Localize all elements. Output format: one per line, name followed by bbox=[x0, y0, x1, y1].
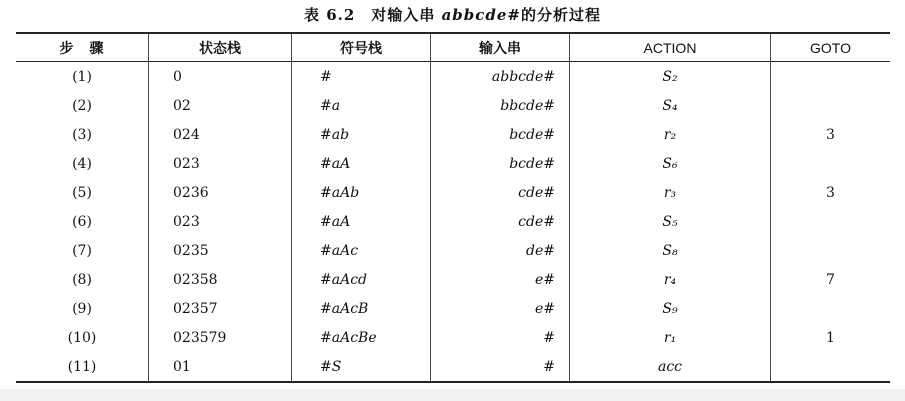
cell-action: S₆ bbox=[570, 149, 771, 178]
cell-state-stack: 023 bbox=[149, 149, 292, 178]
cell-step: (7) bbox=[72, 242, 92, 259]
cell-state-stack: 0 bbox=[149, 62, 292, 92]
cell-step: (2) bbox=[72, 97, 92, 114]
cell-symbol-stack: #aA bbox=[292, 207, 431, 236]
cell-goto bbox=[771, 352, 891, 382]
header-state-stack: 状态栈 bbox=[149, 33, 292, 62]
cell-state-stack: 02357 bbox=[149, 294, 292, 323]
cell-symbol-stack: #aAcBe bbox=[292, 323, 431, 352]
cell-step: (1) bbox=[72, 68, 92, 85]
cell-step: (10) bbox=[67, 329, 97, 346]
table-row bbox=[16, 352, 890, 382]
cell-input-string: bcde# bbox=[431, 149, 570, 178]
cell-symbol-stack: #a bbox=[292, 91, 431, 120]
cell-action: r₃ bbox=[570, 178, 771, 207]
cell-action: S₅ bbox=[570, 207, 771, 236]
cell-goto: 3 bbox=[771, 120, 891, 149]
cell-goto: 1 bbox=[771, 323, 891, 352]
cell-state-stack: 0236 bbox=[149, 178, 292, 207]
cell-goto bbox=[771, 149, 891, 178]
table-row bbox=[16, 265, 890, 294]
cell-state-stack: 024 bbox=[149, 120, 292, 149]
cell-step: (6) bbox=[72, 213, 92, 230]
cell-input-string: # bbox=[431, 352, 570, 382]
cell-input-string: bcde# bbox=[431, 120, 570, 149]
cell-action: r₂ bbox=[570, 120, 771, 149]
cell-symbol-stack: #aAcB bbox=[292, 294, 431, 323]
cell-symbol-stack: #S bbox=[292, 352, 431, 382]
cell-symbol-stack: #aAc bbox=[292, 236, 431, 265]
cell-symbol-stack: # bbox=[292, 62, 431, 92]
page-bottom-band bbox=[0, 389, 905, 401]
cell-input-string: abbcde# bbox=[431, 62, 570, 92]
table-row bbox=[16, 294, 890, 323]
cell-input-string: bbcde# bbox=[431, 91, 570, 120]
cell-step: (4) bbox=[72, 155, 92, 172]
table-row bbox=[16, 207, 890, 236]
cell-action: S₈ bbox=[570, 236, 771, 265]
cell-goto bbox=[771, 62, 891, 92]
caption-text-before: 对输入串 bbox=[371, 6, 442, 24]
cell-input-string: cde# bbox=[431, 178, 570, 207]
caption-input-string: abbcde# bbox=[441, 6, 521, 24]
cell-action: acc bbox=[570, 352, 771, 382]
cell-step: (5) bbox=[72, 184, 92, 201]
table-row bbox=[16, 236, 890, 265]
cell-action: r₄ bbox=[570, 265, 771, 294]
cell-state-stack: 01 bbox=[149, 352, 292, 382]
table-row bbox=[16, 178, 890, 207]
cell-goto bbox=[771, 207, 891, 236]
table-row bbox=[16, 323, 890, 352]
cell-goto bbox=[771, 294, 891, 323]
cell-symbol-stack: #aA bbox=[292, 149, 431, 178]
header-goto: GOTO bbox=[771, 33, 891, 62]
cell-goto: 7 bbox=[771, 265, 891, 294]
cell-input-string: cde# bbox=[431, 207, 570, 236]
table-caption bbox=[0, 4, 905, 25]
table-row bbox=[16, 149, 890, 178]
cell-input-string: e# bbox=[431, 294, 570, 323]
cell-step: (8) bbox=[72, 271, 92, 288]
cell-action: S₉ bbox=[570, 294, 771, 323]
cell-input-string: # bbox=[431, 323, 570, 352]
cell-step: (3) bbox=[72, 126, 92, 143]
header-symbol-stack: 符号栈 bbox=[292, 33, 431, 62]
cell-input-string: e# bbox=[431, 265, 570, 294]
cell-symbol-stack: #aAcd bbox=[292, 265, 431, 294]
cell-state-stack: 02358 bbox=[149, 265, 292, 294]
cell-step: (9) bbox=[72, 300, 92, 317]
cell-symbol-stack: #ab bbox=[292, 120, 431, 149]
cell-action: S₂ bbox=[570, 62, 771, 92]
table-row bbox=[16, 62, 890, 92]
cell-action: r₁ bbox=[570, 323, 771, 352]
analysis-table bbox=[16, 32, 890, 383]
cell-state-stack: 023 bbox=[149, 207, 292, 236]
table-body bbox=[16, 62, 890, 383]
header-action: ACTION bbox=[570, 33, 771, 62]
cell-step: (11) bbox=[67, 358, 97, 375]
cell-symbol-stack: #aAb bbox=[292, 178, 431, 207]
caption-label: 表 6.2 bbox=[303, 6, 356, 24]
cell-goto bbox=[771, 91, 891, 120]
header-input-string: 输入串 bbox=[431, 33, 570, 62]
table-row bbox=[16, 91, 890, 120]
header-step: 步 骤 bbox=[59, 40, 105, 57]
cell-action: S₄ bbox=[570, 91, 771, 120]
cell-input-string: de# bbox=[431, 236, 570, 265]
header-row bbox=[16, 33, 890, 62]
table-header bbox=[16, 33, 890, 62]
table-row bbox=[16, 120, 890, 149]
cell-goto: 3 bbox=[771, 178, 891, 207]
cell-state-stack: 0235 bbox=[149, 236, 292, 265]
caption-text-after: 的分析过程 bbox=[521, 6, 602, 24]
cell-goto bbox=[771, 236, 891, 265]
cell-state-stack: 023579 bbox=[149, 323, 292, 352]
cell-state-stack: 02 bbox=[149, 91, 292, 120]
